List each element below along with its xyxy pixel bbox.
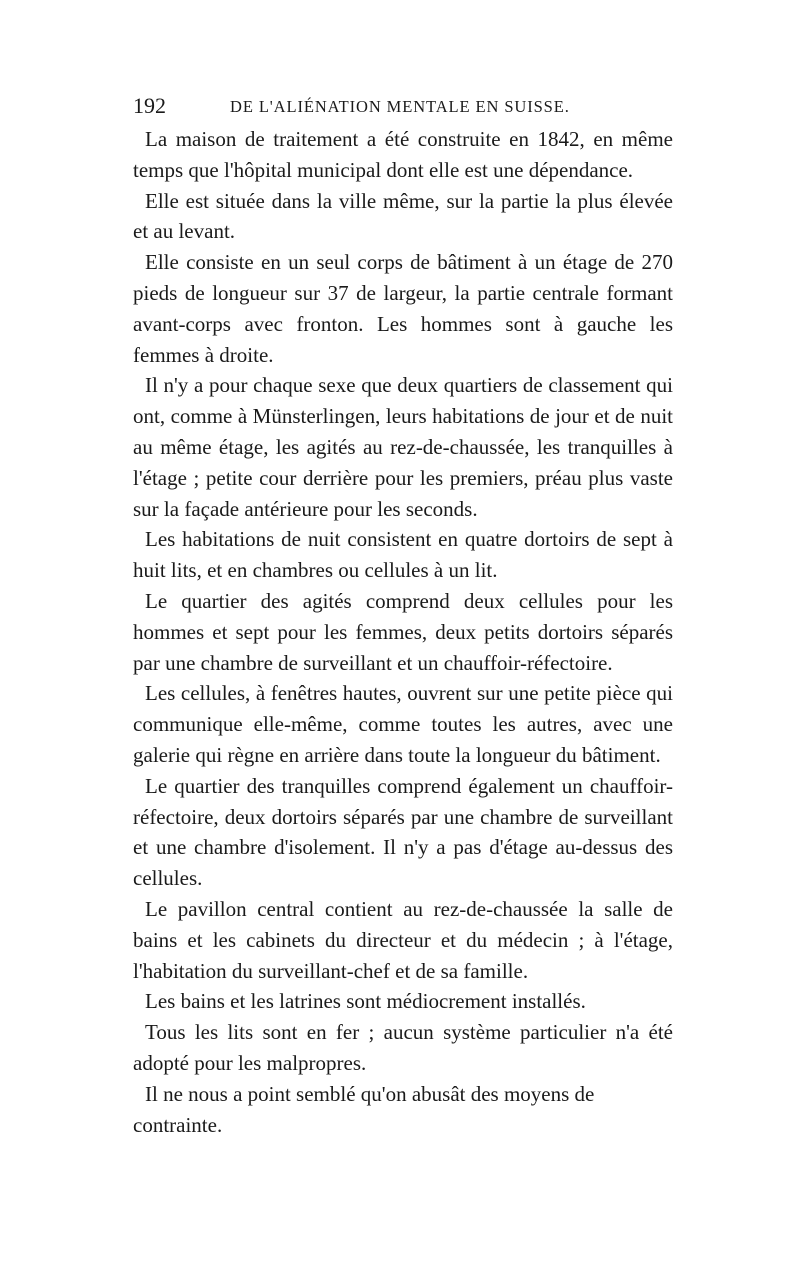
page-number: 192 bbox=[133, 93, 166, 118]
paragraph: Les bains et les latrines sont médiocrement installés. bbox=[145, 989, 586, 1014]
paragraph: Le quartier des agités comprend deux cellules pour les hommes et sept pour les femmes, deux petits dortoirs séparés par une chambre de surveillant et un chauffoir-réfectoire. bbox=[133, 588, 673, 675]
paragraph: Les habitations de nuit consistent en quatre dortoirs de sept à huit lits, et en chambres ou cellules à un lit. bbox=[133, 527, 673, 583]
page-body bbox=[133, 124, 673, 1140]
paragraph: Le quartier des tranquilles comprend également un chauffoir-réfectoire, deux dortoirs séparés par une chambre de surveillant et une chambre d'isolement. Il n'y a pas d'étage au-dessus des cellules. bbox=[133, 773, 673, 891]
paragraph: Elle est située dans la ville même, sur la partie la plus élevée et au levant. bbox=[133, 188, 673, 244]
running-title: DE L'ALIÉNATION MENTALE EN SUISSE. bbox=[230, 97, 570, 116]
paragraph: Elle consiste en un seul corps de bâtiment à un étage de 270 pieds de longueur sur 37 de largeur, la partie centrale formant avant-corps avec fronton. Les hommes sont à gauche les femmes à droite. bbox=[133, 250, 673, 367]
page-header bbox=[133, 94, 673, 118]
paragraph: Tous les lits sont en fer ; aucun système particulier n'a été adopté pour les malpropres. bbox=[133, 1020, 673, 1075]
paragraph: Il n'y a pour chaque sexe que deux quartiers de classement qui ont, comme à Münsterlingen, leurs habitations de jour et de nuit au même étage, les agités au rez-de-chaussée, les tranquilles à l'étage ; petite cour derrière pour les premiers, préau plus vaste sur la façade antérieure pour les seconds. bbox=[133, 373, 673, 521]
paragraph: La maison de traitement a été construite en 1842, en même temps que l'hôpital municipal dont elle est une dépendance. bbox=[133, 127, 673, 182]
paragraph: Il ne nous a point semblé qu'on abusât des moyens de contrainte. bbox=[133, 1081, 595, 1137]
paragraph: Le pavillon central contient au rez-de-chaussée la salle de bains et les cabinets du directeur et du médecin ; à l'étage, l'habitation du surveillant-chef et de sa famille. bbox=[133, 896, 673, 983]
paragraph: Les cellules, à fenêtres hautes, ouvrent sur une petite pièce qui communique elle-même, comme toutes les autres, avec une galerie qui règne en arrière dans toute la longueur du bâtiment. bbox=[133, 681, 673, 767]
